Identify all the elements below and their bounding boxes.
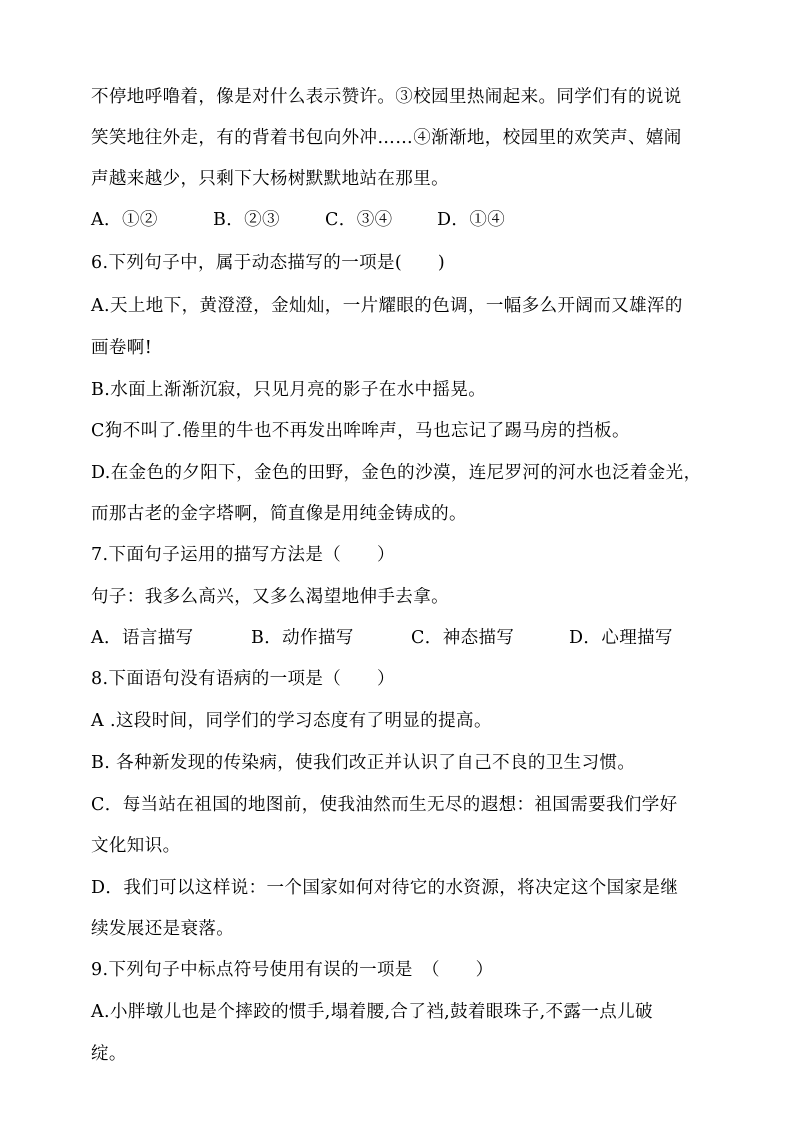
- q8-option-a: A .这段时间，同学们的学习态度有了明显的提高。: [91, 711, 492, 731]
- q9-stem: 9.下列句子中标点符号使用有误的一项是 （ ）: [91, 960, 494, 980]
- q8-option-c-line-2: 文化知识。: [91, 836, 181, 856]
- q7-option-d: D．心理描写: [569, 628, 673, 648]
- q7-stem: 7.下面句子运用的描写方法是（ ）: [91, 545, 395, 565]
- q8-stem: 8.下面语句没有语病的一项是（ ）: [91, 669, 395, 689]
- q6-stem: 6.下列句子中，属于动态描写的一项是( ): [91, 253, 446, 273]
- q6-option-c: C狗不叫了.倦里的牛也不再发出哞哞声，马也忘记了踢马房的挡板。: [91, 421, 630, 441]
- q7-option-a: A．语言描写: [91, 628, 194, 648]
- q8-option-d-line-2: 续发展还是衰落。: [91, 919, 235, 939]
- q6-option-a-line-1: A.天上地下，黄澄澄，金灿灿，一片耀眼的色调，一幅多么开阔而又雄浑的: [91, 296, 683, 316]
- q5-option-c: C．③④: [325, 210, 393, 230]
- intro-line-2: 笑笑地往外走，有的背着书包向外冲……④渐渐地，校园里的欢笑声、嬉闹: [91, 128, 682, 148]
- q5-option-d: D．①④: [437, 210, 506, 230]
- q6-option-a-line-2: 画卷啊!: [91, 338, 153, 358]
- q6-option-d-line-2: 而那古老的金字塔啊，简直像是用纯金铸成的。: [91, 504, 467, 524]
- q8-option-b: B. 各种新发现的传染病，使我们改正并认识了自己不良的卫生习惯。: [91, 753, 636, 773]
- q8-option-c-line-1: C．每当站在祖国的地图前，使我油然而生无尽的遐想：祖国需要我们学好: [91, 795, 678, 815]
- q7-sentence: 句子：我多么高兴，又多么渴望地伸手去拿。: [91, 587, 449, 607]
- intro-line-1: 不停地呼噜着，像是对什么表示赞许。③校园里热闹起来。同学们有的说说: [91, 87, 682, 107]
- q5-option-a: A．①②: [91, 210, 158, 230]
- q7-option-b: B．动作描写: [251, 628, 354, 648]
- q6-option-d-line-1: D.在金色的夕阳下，金色的田野，金色的沙漠，连尼罗河的河水也泛着金光，: [91, 463, 702, 483]
- q6-option-b: B.水面上渐渐沉寂，只见月亮的影子在水中摇晃。: [91, 380, 487, 400]
- q9-option-a-line-1: A.小胖墩儿也是个摔跤的惯手,塌着腰,合了裆,鼓着眼珠子,不露一点儿破: [91, 1002, 653, 1022]
- q5-option-b: B．②③: [213, 210, 280, 230]
- q9-option-a-line-2: 绽。: [91, 1044, 127, 1064]
- q7-options: [91, 626, 673, 650]
- q8-option-d-line-1: D．我们可以这样说：一个国家如何对待它的水资源，将决定这个国家是继: [91, 878, 679, 898]
- q5-options: [91, 208, 505, 232]
- intro-line-3: 声越来越少，只剩下大杨树默默地站在那里。: [91, 169, 449, 189]
- q7-option-c: C．神态描写: [411, 628, 515, 648]
